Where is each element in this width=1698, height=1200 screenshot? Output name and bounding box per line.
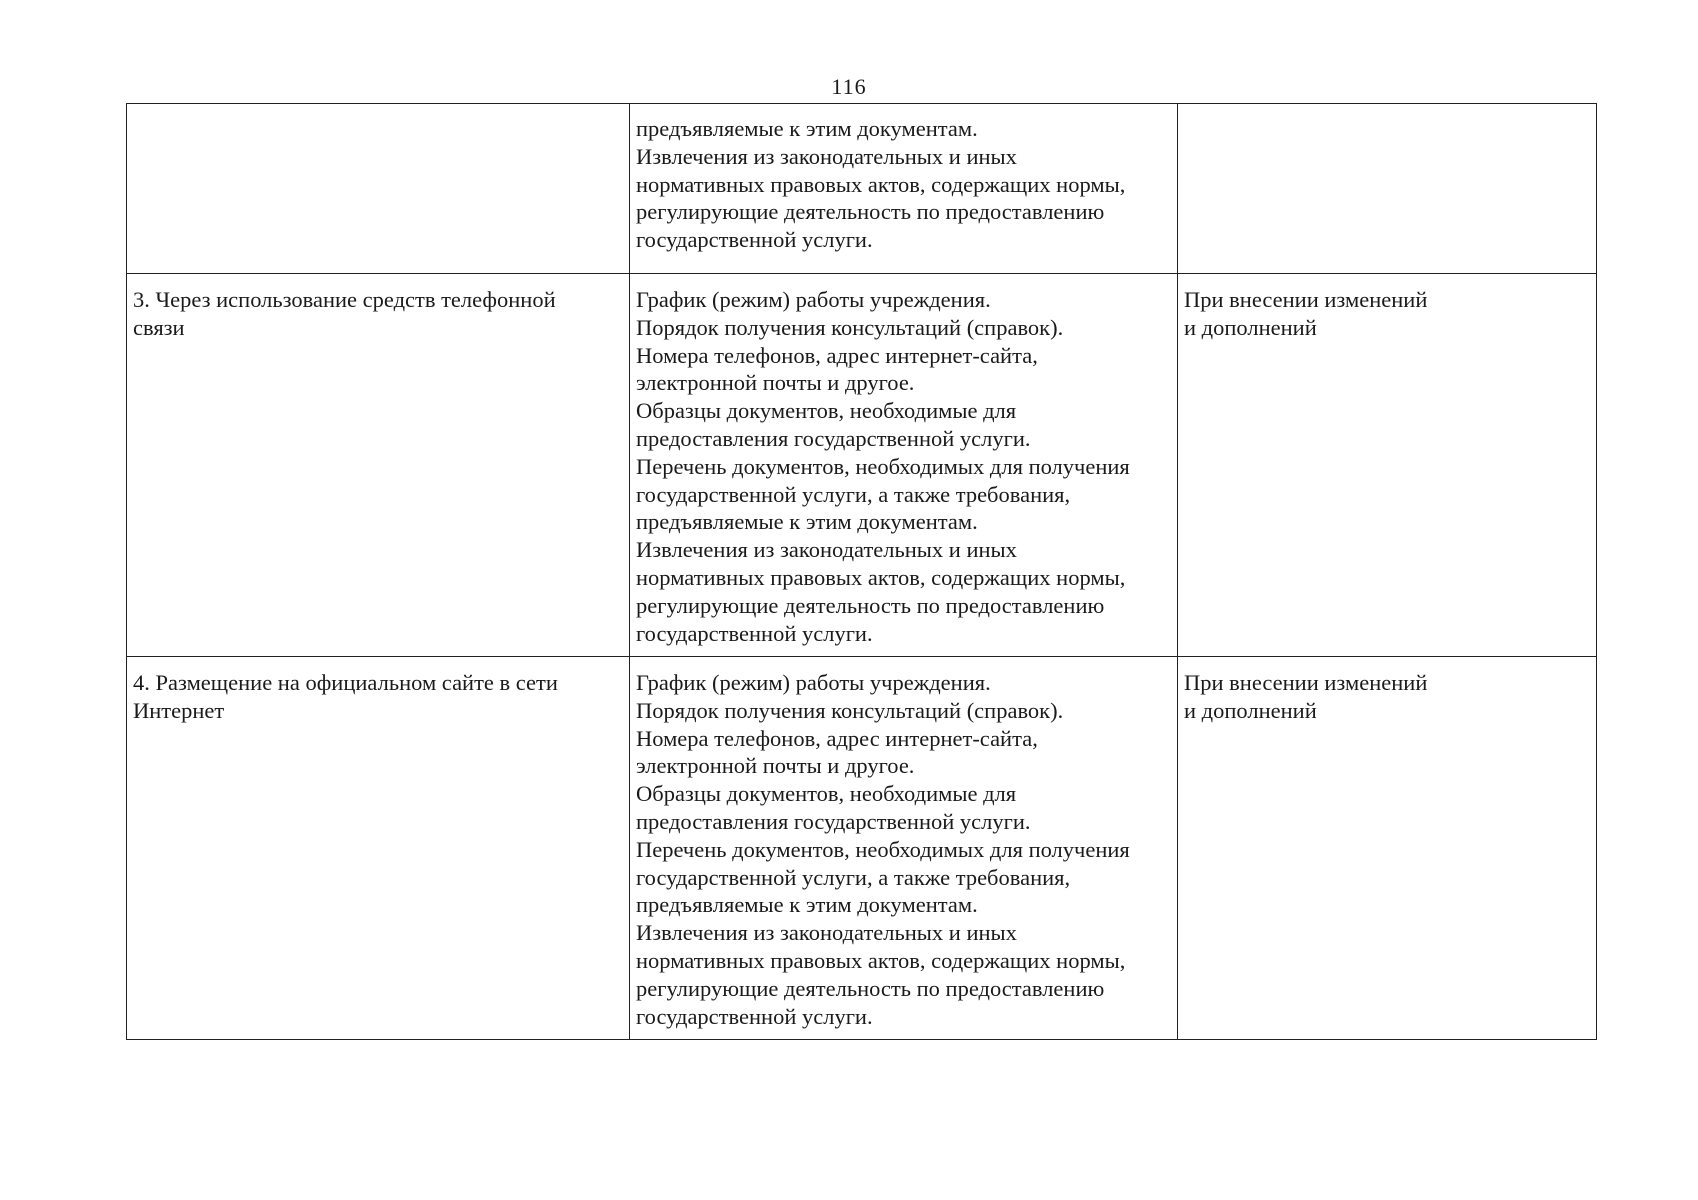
cell-text-line: Перечень документов, необходимых для получения [636, 453, 1130, 479]
cell-text-line: государственной услуги. [636, 1003, 873, 1029]
cell-text-line: Порядок получения консультаций (справок). [636, 697, 1064, 723]
cell-text-line: и дополнений [1184, 314, 1317, 340]
cell-text-line: Извлечения из законодательных и иных [636, 143, 1017, 169]
cell-text-line: График (режим) работы учреждения. [636, 287, 991, 312]
method-cell [127, 274, 630, 657]
cell-text-line: электронной почты и другое. [636, 370, 915, 396]
page-number: 116 [831, 74, 867, 99]
cell-text-line: Номера телефонов, адрес интернет-сайта, [636, 342, 1038, 368]
cell-text-line: государственной услуги. [636, 227, 873, 253]
update-frequency-cell [1178, 274, 1597, 657]
info-table [126, 103, 1597, 1040]
cell-text-line: электронной почты и другое. [636, 753, 915, 779]
table-row [127, 657, 1597, 1040]
method-cell [127, 657, 630, 1040]
cell-text-line: График (режим) работы учреждения. [636, 670, 991, 695]
cell-text-line: нормативных правовых актов, содержащих нормы, [636, 947, 1126, 973]
cell-text-line: государственной услуги, а также требования, [636, 864, 1071, 890]
cell-text-line: Номера телефонов, адрес интернет-сайта, [636, 725, 1038, 751]
cell-text-line: регулирующие деятельность по предоставлению [636, 592, 1105, 618]
cell-text-line: нормативных правовых актов, содержащих нормы, [636, 171, 1126, 197]
cell-text-line: Перечень документов, необходимых для получения [636, 836, 1130, 862]
cell-text-line: При внесении изменений [1184, 287, 1428, 312]
cell-text-line: 4. Размещение на официальном сайте в сети [133, 670, 558, 695]
cell-text-line: нормативных правовых актов, содержащих нормы, [636, 564, 1126, 590]
cell-text-line: предоставления государственной услуги. [636, 425, 1031, 451]
cell-text-line: государственной услуги, а также требования, [636, 481, 1071, 507]
cell-text-line: предоставления государственной услуги. [636, 808, 1031, 834]
table-row [127, 104, 1597, 274]
update-frequency-cell [1178, 104, 1597, 274]
cell-text-line: предъявляемые к этим документам. [636, 116, 978, 141]
cell-text-line: предъявляемые к этим документам. [636, 892, 978, 918]
cell-text-line: и дополнений [1184, 697, 1317, 723]
cell-text-line: связи [133, 314, 185, 340]
update-frequency-cell [1178, 657, 1597, 1040]
cell-text-line: При внесении изменений [1184, 670, 1428, 695]
cell-text-line: 3. Через использование средств телефонной [133, 287, 556, 312]
cell-text-line: Образцы документов, необходимые для [636, 781, 1017, 807]
cell-text-line: регулирующие деятельность по предоставлению [636, 199, 1105, 225]
content-cell [630, 104, 1178, 274]
content-cell [630, 657, 1178, 1040]
cell-text-line: Извлечения из законодательных и иных [636, 920, 1017, 946]
cell-text-line: предъявляемые к этим документам. [636, 509, 978, 535]
content-cell [630, 274, 1178, 657]
cell-text-line: Извлечения из законодательных и иных [636, 537, 1017, 563]
cell-text-line: регулирующие деятельность по предоставлению [636, 975, 1105, 1001]
method-cell [127, 104, 630, 274]
cell-text-line: Образцы документов, необходимые для [636, 398, 1017, 424]
cell-text-line: Интернет [133, 697, 225, 723]
table-row [127, 274, 1597, 657]
cell-text-line: Порядок получения консультаций (справок). [636, 314, 1064, 340]
cell-text-line: государственной услуги. [636, 620, 873, 646]
